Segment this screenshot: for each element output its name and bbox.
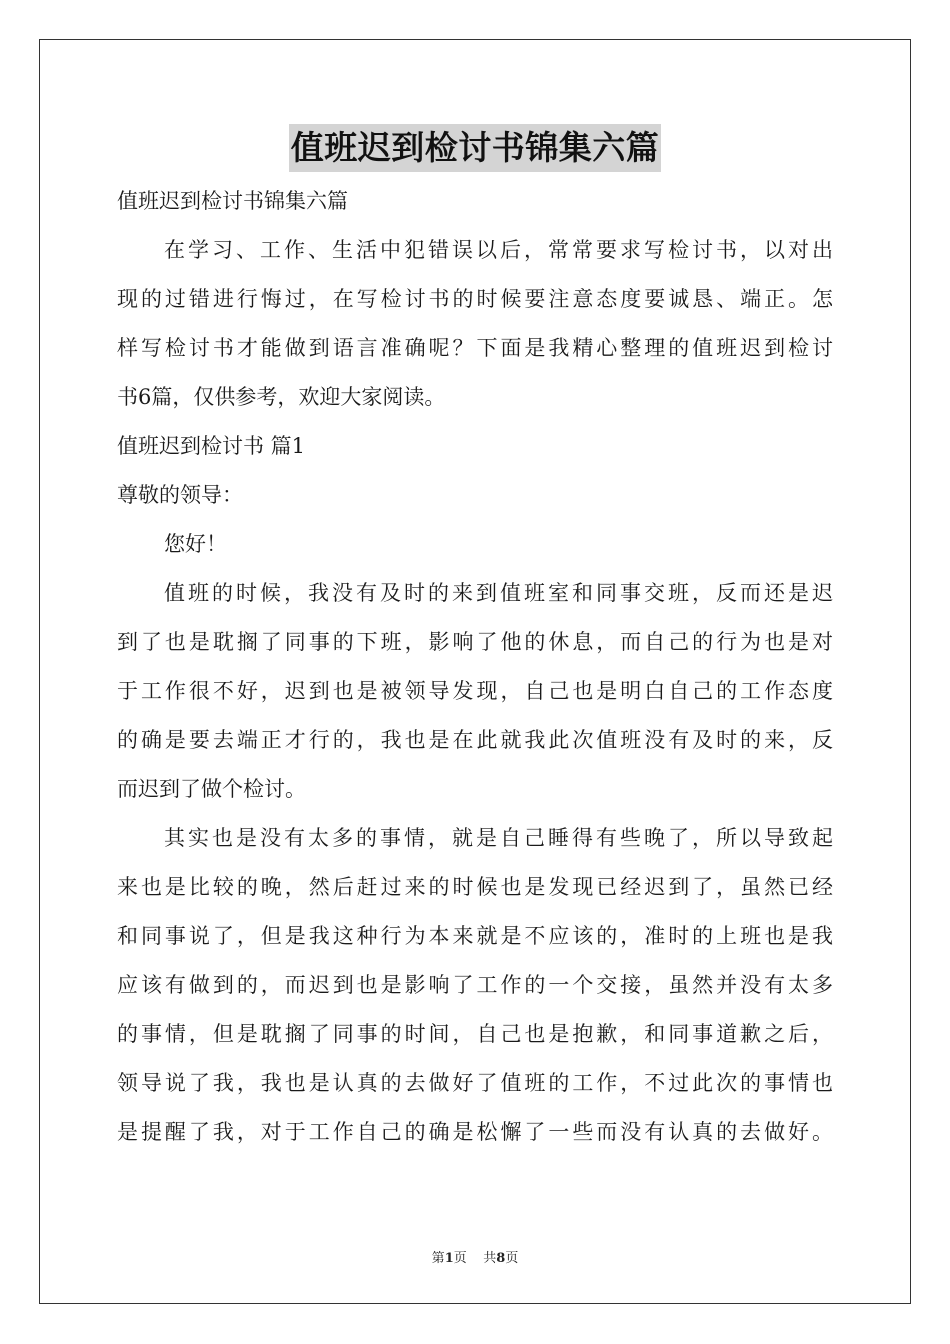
text-line: 现的过错进行悔过，在写检讨书的时候要注意态度要诚恳、端正。怎 xyxy=(117,287,833,311)
text-line: 在学习、工作、生活中犯错误以后，常常要求写检讨书，以对出 xyxy=(164,238,833,262)
text-line: 值班迟到检讨书 篇1 xyxy=(117,434,306,458)
footer-prefix: 第 xyxy=(431,1251,445,1266)
text-line: 和同事说了，但是我这种行为本来就是不应该的，准时的上班也是我 xyxy=(117,924,833,948)
document-body xyxy=(117,177,833,1157)
text-line: 值班的时候，我没有及时的来到值班室和同事交班，反而还是迟 xyxy=(164,581,833,605)
text-line: 是提醒了我，对于工作自己的确是松懈了一些而没有认真的去做好。 xyxy=(117,1120,833,1144)
title-block xyxy=(0,124,950,172)
text-line: 来也是比较的晚，然后赶过来的时候也是发现已经迟到了，虽然已经 xyxy=(117,875,833,899)
text-line: 尊敬的领导： xyxy=(117,483,243,507)
text-line: 样写检讨书才能做到语言准确呢？下面是我精心整理的值班迟到检讨 xyxy=(117,336,833,360)
text-line: 其实也是没有太多的事情，就是自己睡得有些晚了，所以导致起 xyxy=(164,826,833,850)
text-line: 到了也是耽搁了同事的下班，影响了他的休息，而自己的行为也是对 xyxy=(117,630,833,654)
text-line: 书6篇，仅供参考，欢迎大家阅读。 xyxy=(117,385,446,409)
text-line: 于工作很不好，迟到也是被领导发现，自己也是明白自己的工作态度 xyxy=(117,679,833,703)
text-line: 应该有做到的，而迟到也是影响了工作的一个交接，虽然并没有太多 xyxy=(117,973,833,997)
page-footer xyxy=(0,1247,950,1266)
footer-suffix: 页 xyxy=(505,1251,519,1266)
text-line: 您好！ xyxy=(164,532,227,556)
text-line: 的事情，但是耽搁了同事的时间，自己也是抱歉，和同事道歉之后， xyxy=(117,1022,833,1046)
text-line: 而迟到了做个检讨。 xyxy=(117,777,306,801)
text-line: 值班迟到检讨书锦集六篇 xyxy=(117,189,348,213)
footer-mid: 页 共 xyxy=(453,1251,497,1266)
footer-page-current: 1 xyxy=(444,1251,454,1266)
text-line: 的确是要去端正才行的，我也是在此就我此次值班没有及时的来，反 xyxy=(117,728,833,752)
text-line: 领导说了我，我也是认真的去做好了值班的工作，不过此次的事情也 xyxy=(117,1071,833,1095)
document-title: 值班迟到检讨书锦集六篇 xyxy=(289,124,662,172)
footer-page-total: 8 xyxy=(496,1251,506,1266)
